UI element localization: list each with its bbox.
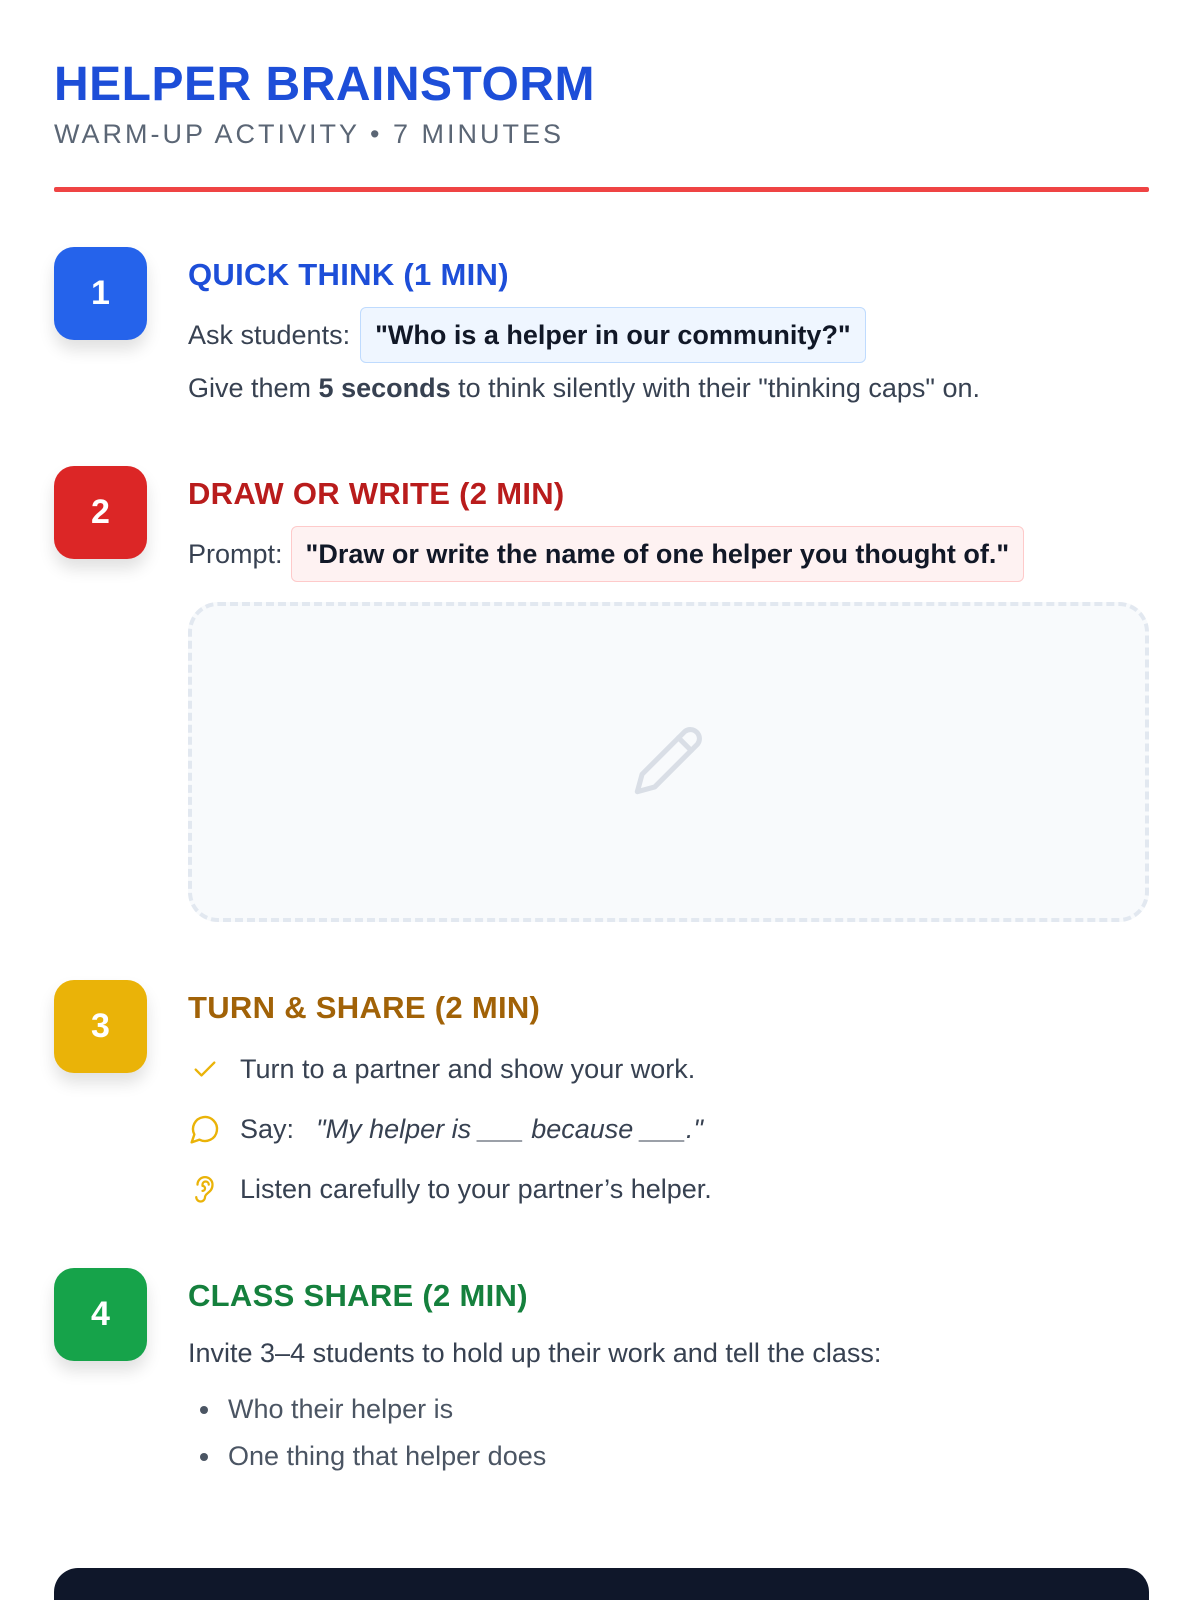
question-pill: "Who is a helper in our community?" [360, 307, 866, 363]
think-prefix: Give them [188, 373, 319, 403]
step-content [188, 1268, 1149, 1480]
step-number-badge: 2 [54, 466, 147, 559]
step-number-badge: 3 [54, 980, 147, 1073]
header-divider [54, 187, 1149, 192]
footer-bar [54, 1568, 1149, 1600]
step-content [188, 466, 1149, 922]
pencil-icon [631, 722, 707, 803]
share-item-say [188, 1110, 1149, 1148]
page-title: HELPER BRAINSTORM [54, 58, 595, 111]
speech-bubble-icon [188, 1112, 222, 1146]
share-item-show-work [188, 1050, 1149, 1088]
step-number-badge: 4 [54, 1268, 147, 1361]
step-title: QUICK THINK (1 MIN) [188, 257, 509, 292]
share-item-listen [188, 1170, 1149, 1208]
class-share-list [188, 1386, 1149, 1480]
step-title: CLASS SHARE (2 MIN) [188, 1278, 528, 1313]
ask-label: Ask students: [188, 320, 351, 350]
list-item: One thing that helper does [188, 1433, 1149, 1480]
share-item-text: Listen carefully to your partner’s helper. [240, 1174, 712, 1204]
drawing-area[interactable] [188, 602, 1149, 922]
step-content [188, 980, 1149, 1208]
share-item-text: Turn to a partner and show your work. [240, 1054, 696, 1084]
think-duration: 5 seconds [318, 373, 451, 403]
check-icon [188, 1052, 222, 1086]
prompt-row [188, 526, 1149, 582]
prompt-label: Prompt: [188, 539, 283, 569]
step-title: TURN & SHARE (2 MIN) [188, 990, 541, 1025]
step-title: DRAW OR WRITE (2 MIN) [188, 476, 565, 511]
page-header [54, 56, 1149, 154]
ask-row [188, 307, 1149, 363]
say-label: Say: [240, 1114, 295, 1144]
prompt-pill: "Draw or write the name of one helper you thought of." [291, 526, 1025, 582]
class-share-intro: Invite 3–4 students to hold up their work and tell the class: [188, 1338, 882, 1368]
think-instruction [188, 369, 1149, 407]
step-content [188, 247, 1149, 407]
say-sentence-frame: "My helper is ___ because ___." [316, 1114, 703, 1144]
think-suffix: to think silently with their "thinking caps" on. [450, 373, 981, 403]
list-item: Who their helper is [188, 1386, 1149, 1433]
step-number-badge: 1 [54, 247, 147, 340]
page-subtitle: WARM-UP ACTIVITY • 7 MINUTES [54, 119, 565, 149]
ear-icon [188, 1172, 222, 1206]
